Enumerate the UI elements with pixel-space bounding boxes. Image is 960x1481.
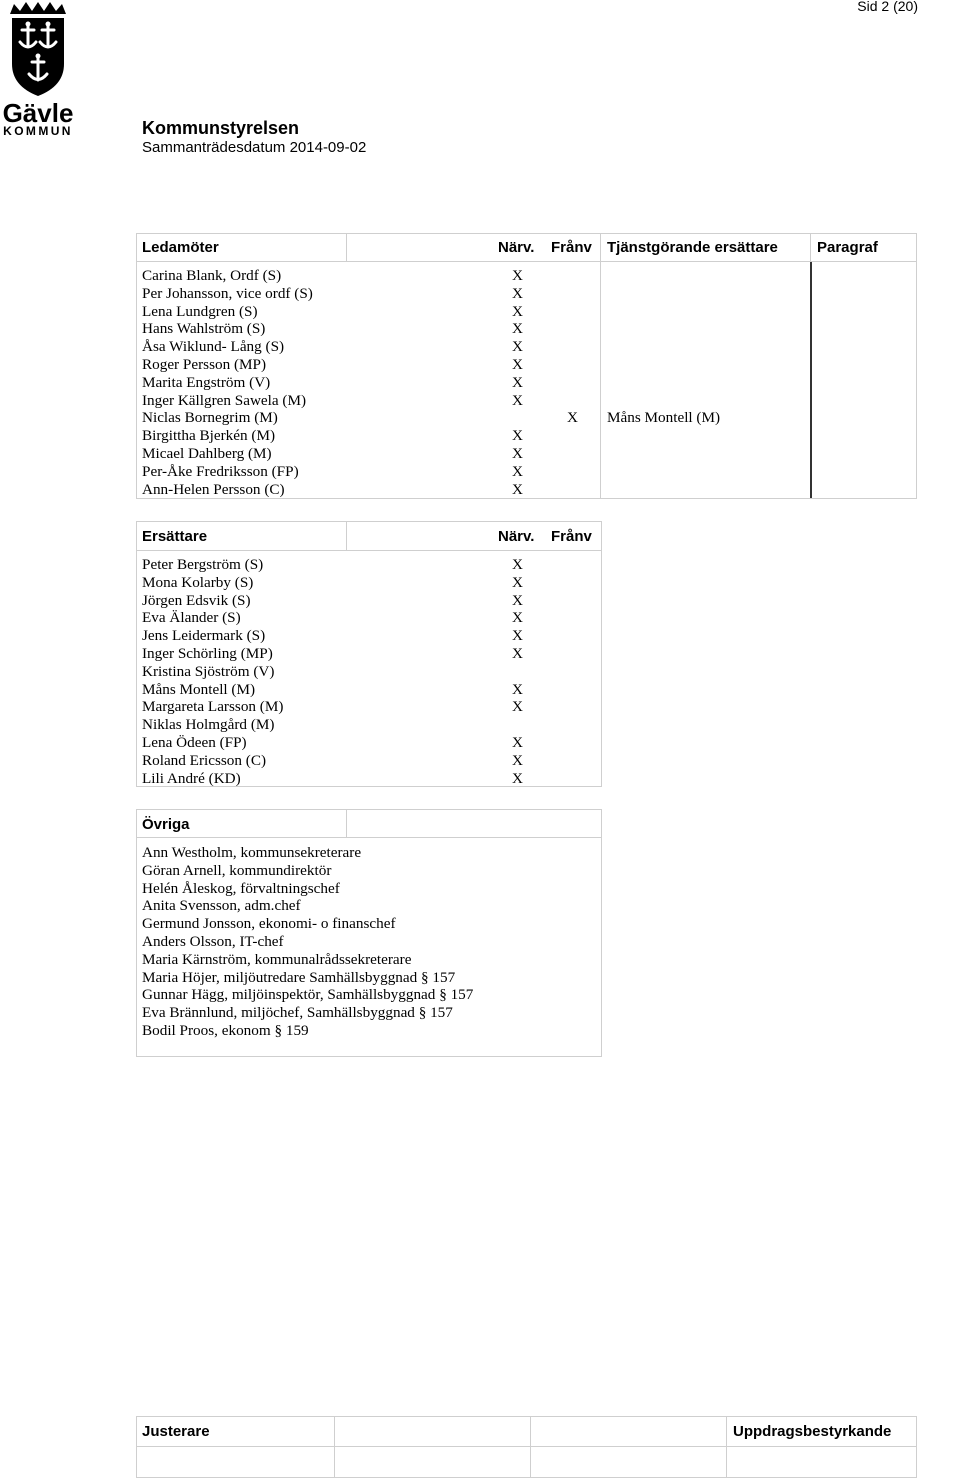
ovriga-item: Bodil Proos, ekonom § 159 [142,1021,309,1039]
ersattare-name: Måns Montell (M) [142,680,256,698]
ersattare-narv-mark: X [512,556,523,573]
signature-col-divider [726,1416,727,1478]
ledamot-name: Niclas Bornegrim (M) [142,409,278,427]
ledamot-franv-mark [567,427,578,445]
ersattare-narv-mark: X [512,644,523,662]
ledamot-narv-mark: X [512,427,523,445]
ledamot-franv-mark [567,303,578,321]
ersattare-name: Margareta Larsson (M) [142,698,284,716]
ledamot-name: Roger Persson (MP) [142,355,267,373]
ledamot-name: Ann-Helen Persson (C) [142,480,285,498]
ledamot-ersattare [607,481,720,499]
ersattare-name: Kristina Sjöström (V) [142,662,275,680]
ersattare-name-list [142,556,283,787]
municipality-logo [0,2,76,138]
ersattare-narv-list [512,556,523,787]
logo-city-text: Gävle [2,98,74,128]
ledamot-narv-mark: X [512,462,523,480]
ersattare-header-franv: Frånv [551,528,592,545]
ledamoter-col-divider [810,233,811,262]
ledamot-ersattare [607,267,720,285]
ersattare-col-divider [346,521,347,550]
ersattare-narv-mark: X [512,733,523,751]
ersattare-name: Jörgen Edsvik (S) [142,591,251,609]
ersattare-narv-mark: X [512,627,523,645]
ovriga-header: Övriga [142,816,190,833]
ersattare-header-name: Ersättare [142,528,208,545]
ledamoter-header-ersattare: Tjänstgörande ersättare [607,239,778,256]
ovriga-item: Maria Kärnström, kommunalrådssekreterare [142,950,412,968]
ledamot-name: Lena Lundgren (S) [142,302,258,320]
ledamot-narv-mark: X [512,284,523,302]
ledamot-ersattare [607,320,720,338]
ersattare-narv-mark: X [512,751,523,769]
ledamoter-narv-list [512,267,523,498]
ledamot-franv-mark [567,481,578,499]
ersattare-name: Niklas Holmgård (M) [142,716,275,734]
ledamot-ersattare [607,285,720,303]
ersattare-narv-mark [512,716,523,734]
logo-kommun-text: KOMMUN [3,124,73,138]
ovriga-item: Helén Åleskog, förvaltningschef [142,879,340,897]
ledamot-name: Hans Wahlström (S) [142,320,266,338]
ledamot-franv-mark: X [567,409,578,427]
ledamot-ersattare [607,445,720,463]
ersattare-name: Eva Älander (S) [142,609,241,627]
ledamot-ersattare [607,427,720,445]
ledamot-narv-mark: X [512,355,523,373]
ledamot-narv-mark: X [512,391,523,409]
ledamoter-header-paragraf: Paragraf [817,239,878,256]
ledamot-ersattare [607,463,720,481]
ovriga-item: Germund Jonsson, ekonomi- o finanschef [142,915,396,933]
ovriga-item: Ann Westholm, kommunsekreterare [142,844,362,861]
ledamot-narv-mark: X [512,338,523,356]
ledamot-name: Per Johansson, vice ordf (S) [142,284,313,302]
ledamot-ersattare [607,303,720,321]
ledamoter-header-name: Ledamöter [142,239,219,256]
ovriga-header-divider [136,837,602,838]
ledamot-narv-mark: X [512,373,523,391]
ledamot-name: Åsa Wiklund- Lång (S) [142,338,285,356]
ledamoter-header-franv: Frånv [551,239,592,256]
ledamoter-header-narv: Närv. [498,239,535,256]
ovriga-item: Maria Höjer, miljöutredare Samhällsbyggnad § 157 [142,968,456,986]
ovriga-item: Göran Arnell, kommundirektör [142,861,332,879]
org-name: Kommunstyrelsen [142,118,300,138]
ersattare-narv-mark [512,663,523,681]
ovriga-item: Eva Brännlund, miljöchef, Samhällsbyggnad § 157 [142,1004,453,1022]
ledamot-narv-mark: X [512,267,523,284]
ledamot-ersattare [607,356,720,374]
ledamot-narv-mark: X [512,444,523,462]
ersattare-narv-mark: X [512,680,523,698]
ersattare-narv-mark: X [512,698,523,716]
ledamoter-col-divider [346,233,347,262]
uppdragsbestyrkande-label: Uppdragsbestyrkande [733,1423,892,1440]
ledamot-name: Carina Blank, Ordf (S) [142,267,282,284]
ersattare-name: Jens Leidermark (S) [142,627,266,645]
ovriga-item: Gunnar Hägg, miljöinspektör, Samhällsbyggnad § 157 [142,986,474,1004]
ersattare-narv-mark: X [512,573,523,591]
ovriga-list [142,844,473,1040]
ersattare-narv-mark: X [512,769,523,787]
signature-col-divider [530,1416,531,1478]
ledamoter-col-divider [600,233,601,499]
ledamot-franv-mark [567,356,578,374]
ledamoter-header-divider [136,261,917,262]
ledamot-franv-mark [567,338,578,356]
ersattare-narv-mark: X [512,609,523,627]
ledamot-name: Marita Engström (V) [142,373,271,391]
ersattare-name: Peter Bergström (S) [142,556,264,573]
ledamot-ersattare: Måns Montell (M) [607,409,721,427]
page-number: Sid 2 (20) [857,0,918,14]
ersattare-name: Lena Ödeen (FP) [142,733,247,751]
ledamoter-name-list [142,267,313,498]
ledamot-name: Birgittha Bjerkén (M) [142,427,276,445]
ersattare-header-divider [136,550,602,551]
ledamot-ersattare [607,338,720,356]
ledamoter-franv-list [567,267,578,498]
ledamot-narv-mark: X [512,480,523,498]
ledamot-ersattare [607,392,720,410]
ledamot-narv-mark: X [512,320,523,338]
ersattare-header-narv: Närv. [498,528,535,545]
ledamoter-paragraf-divider [810,262,812,498]
ovriga-item: Anders Olsson, IT-chef [142,932,284,950]
ovriga-col-divider [346,809,347,838]
ledamot-franv-mark [567,445,578,463]
ovriga-item: Anita Svensson, adm.chef [142,897,301,915]
ledamot-franv-mark [567,320,578,338]
ledamot-franv-mark [567,392,578,410]
signature-col-divider [334,1416,335,1478]
ledamot-ersattare [607,374,720,392]
ledamoter-ersattare-list [607,267,720,498]
justerare-label: Justerare [142,1423,210,1440]
ersattare-name: Roland Ericsson (C) [142,751,267,769]
ersattare-narv-mark: X [512,591,523,609]
ledamot-name: Micael Dahlberg (M) [142,444,272,462]
ledamot-narv-mark [512,409,523,427]
ledamot-franv-mark [567,463,578,481]
ledamot-franv-mark [567,267,578,285]
ersattare-name: Lili André (KD) [142,769,241,787]
ledamot-franv-mark [567,285,578,303]
meeting-date: Sammanträdesdatum 2014-09-02 [142,139,367,156]
ledamot-narv-mark: X [512,302,523,320]
ledamot-name: Per-Åke Fredriksson (FP) [142,462,299,480]
signature-row-divider [136,1446,917,1447]
ersattare-name: Mona Kolarby (S) [142,573,254,591]
ledamot-name: Inger Källgren Sawela (M) [142,391,307,409]
ersattare-name: Inger Schörling (MP) [142,644,273,662]
ledamot-franv-mark [567,374,578,392]
anchor-crest-icon [0,2,76,98]
